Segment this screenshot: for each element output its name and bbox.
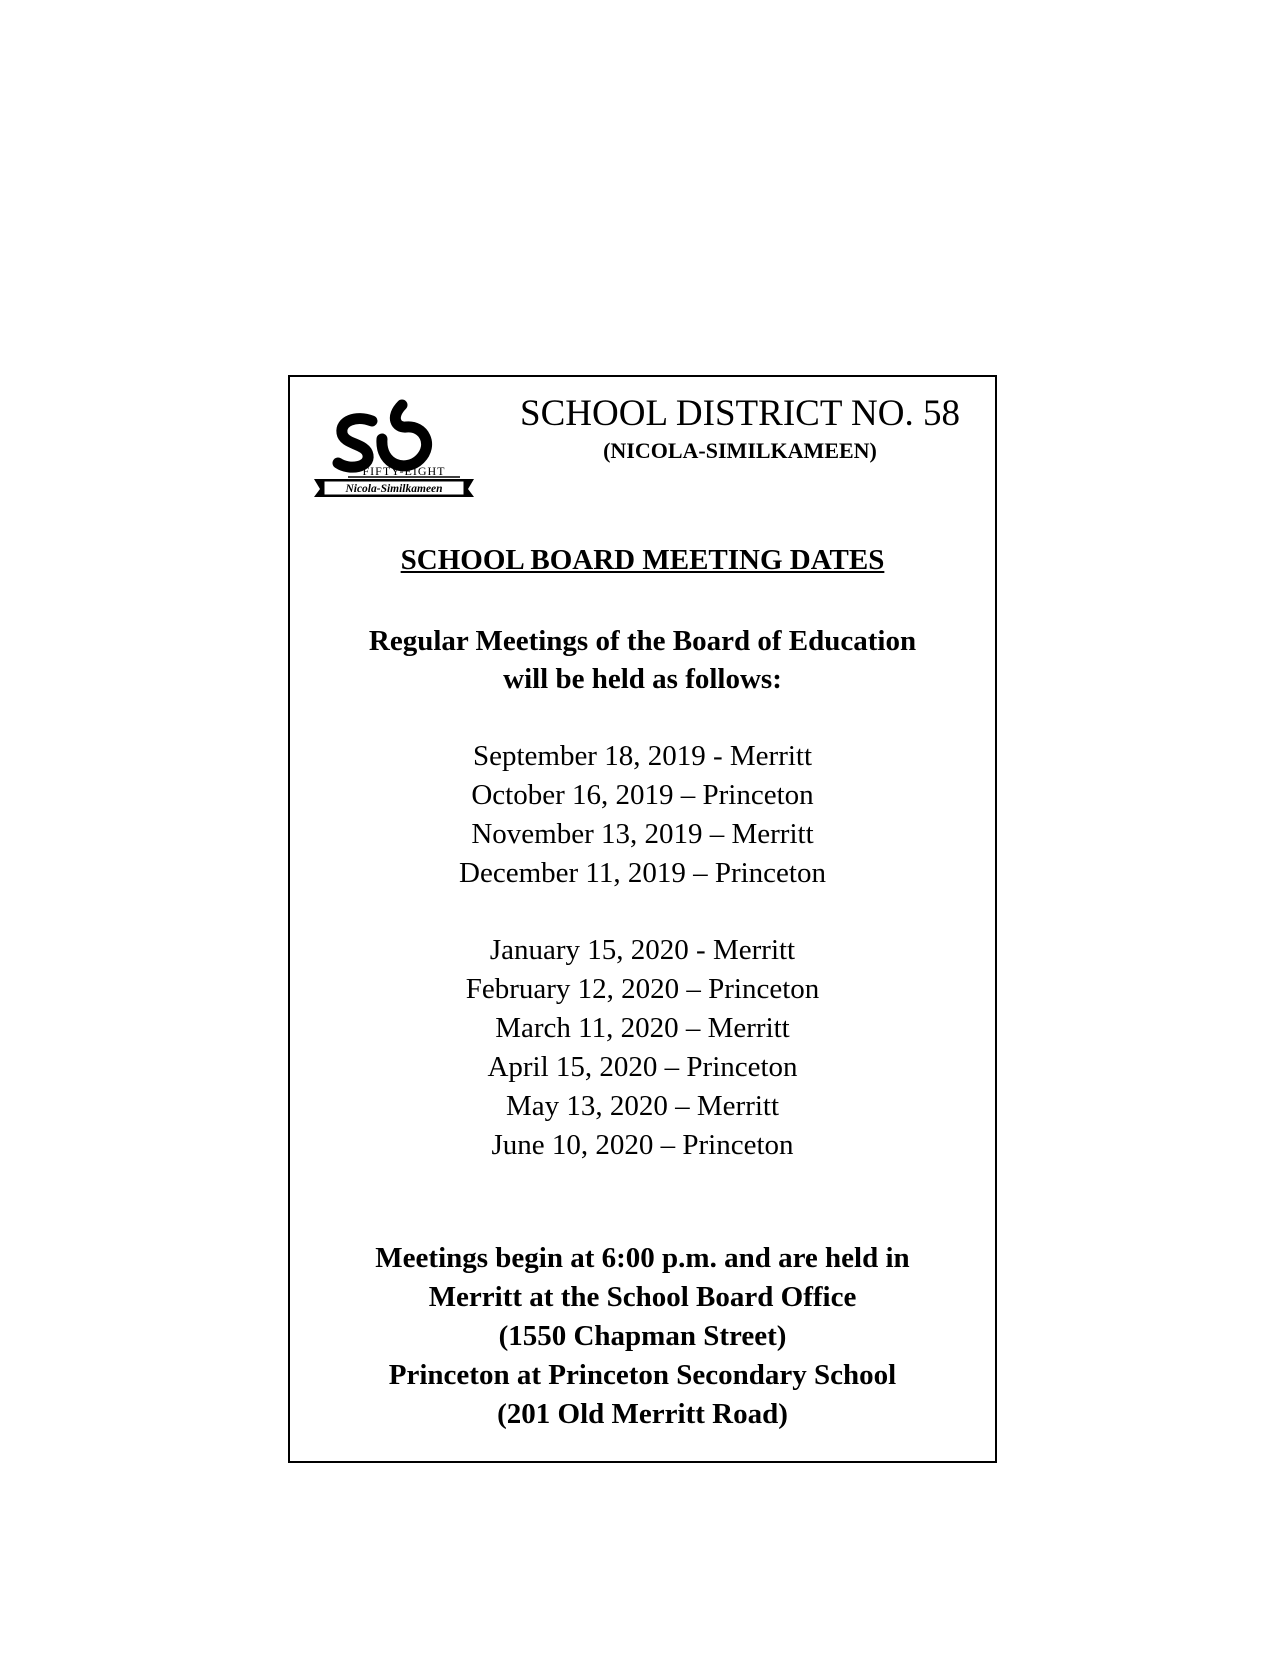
meeting-date-item: January 15, 2020 - Merritt — [489, 934, 796, 966]
district-subtitle: (NICOLA-SIMILKAMEEN) — [603, 438, 877, 463]
meeting-date-item: February 12, 2020 – Princeton — [465, 973, 820, 1005]
district-title: SCHOOL DISTRICT NO. 58 — [520, 393, 960, 434]
meeting-date-item: December 11, 2019 – Princeton — [459, 857, 826, 889]
svg-text:FIFTY-EIGHT: FIFTY-EIGHT — [362, 464, 446, 478]
footer-line: (201 Old Merritt Road) — [497, 1398, 788, 1430]
meeting-dates-2020 — [290, 931, 995, 1165]
intro-line: Regular Meetings of the Board of Education — [368, 625, 917, 657]
meeting-date-item: May 13, 2020 – Merritt — [505, 1090, 780, 1122]
meeting-date-item: September 18, 2019 - Merritt — [472, 740, 813, 772]
meeting-date-item: June 10, 2020 – Princeton — [491, 1129, 794, 1161]
meeting-location-info — [290, 1239, 995, 1434]
notice-box — [288, 375, 997, 1463]
meeting-date-item: November 13, 2019 – Merritt — [471, 818, 814, 850]
district-logo — [310, 393, 480, 503]
meeting-date-item: October 16, 2019 – Princeton — [471, 779, 814, 811]
meeting-date-item: April 15, 2020 – Princeton — [487, 1051, 798, 1083]
footer-line: Meetings begin at 6:00 p.m. and are held in — [375, 1242, 910, 1274]
meeting-date-item: March 11, 2020 – Merritt — [495, 1012, 790, 1044]
meeting-dates-2019 — [290, 737, 995, 893]
meeting-dates-heading: SCHOOL BOARD MEETING DATES — [400, 544, 885, 576]
svg-text:Nicola-Similkameen: Nicola-Similkameen — [345, 483, 443, 495]
footer-line: Merritt at the School Board Office — [428, 1281, 857, 1313]
footer-line: (1550 Chapman Street) — [498, 1320, 787, 1352]
footer-line: Princeton at Princeton Secondary School — [388, 1359, 897, 1391]
intro-text — [290, 622, 995, 698]
intro-line: will be held as follows: — [503, 663, 782, 695]
